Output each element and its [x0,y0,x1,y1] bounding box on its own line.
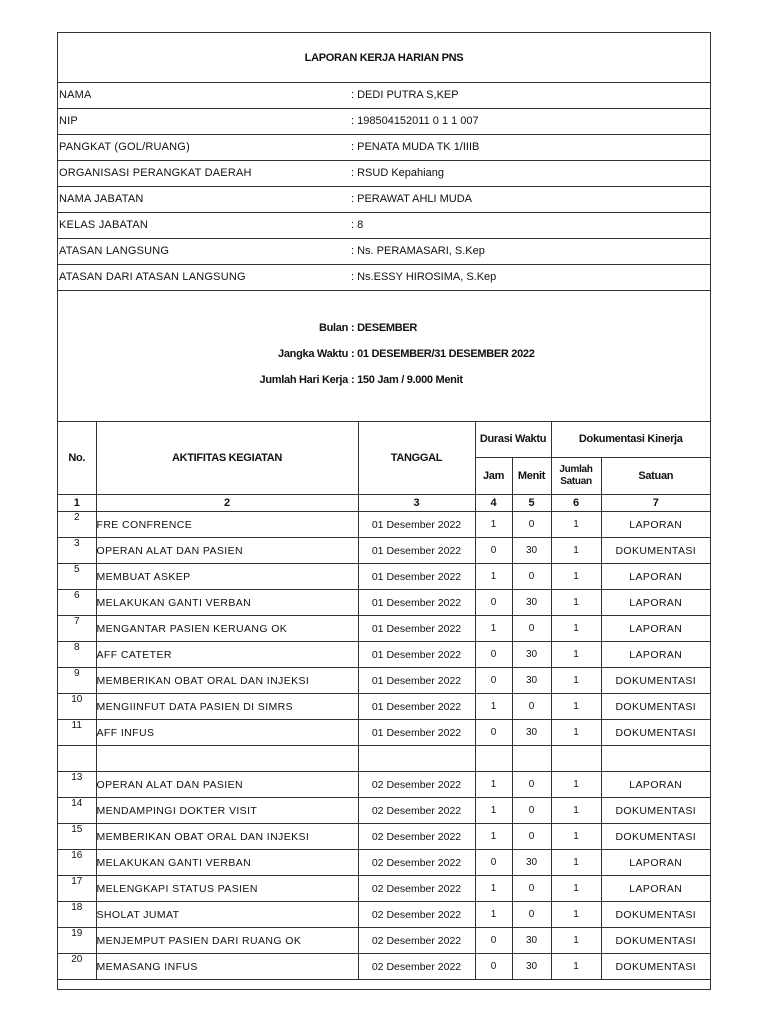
period-section [58,291,710,422]
unit-count-cell: 1 [551,538,601,564]
hours-cell: 1 [475,876,512,902]
hours-cell: 1 [475,824,512,850]
activity-cell: MENJEMPUT PASIEN DARI RUANG OK [96,928,358,954]
unit-cell: DOKUMENTASI [601,798,710,824]
row-number-cell: 14 [58,798,96,824]
unit-cell: DOKUMENTASI [601,954,710,980]
unit-cell: DOKUMENTASI [601,694,710,720]
table-header-row [58,421,710,458]
table-row [58,720,710,746]
date-cell: 02 Desember 2022 [358,928,475,954]
unit-count-cell: 1 [551,668,601,694]
row-number-cell: 2 [58,512,96,538]
table-row [58,902,710,928]
report-sheet [57,32,711,990]
unit-count-cell: 1 [551,720,601,746]
header-satuan: Satuan [601,458,710,495]
info-row [58,161,710,187]
date-cell: 01 Desember 2022 [358,642,475,668]
jangka-waktu-label: Jangka Waktu [278,348,348,360]
hours-cell: 1 [475,902,512,928]
activity-cell: MELAKUKAN GANTI VERBAN [96,590,358,616]
info-label: PANGKAT (GOL/RUANG) [59,141,190,153]
header-menit: Menit [512,458,551,495]
table-row [58,876,710,902]
header-jumlah-satuan: Jumlah Satuan [551,458,601,495]
row-number-cell: 9 [58,668,96,694]
info-value: : Ns. PERAMASARI, S.Kep [351,245,485,257]
minutes-cell: 30 [512,720,551,746]
column-number: 4 [475,495,512,512]
unit-cell: LAPORAN [601,642,710,668]
table-row [58,824,710,850]
hours-cell: 0 [475,590,512,616]
minutes-cell: 0 [512,616,551,642]
row-number-cell: 20 [58,954,96,980]
info-row [58,213,710,239]
date-cell: 01 Desember 2022 [358,668,475,694]
unit-count-cell: 1 [551,798,601,824]
activity-cell: MEMBERIKAN OBAT ORAL DAN INJEKSI [96,824,358,850]
row-number-cell: 3 [58,538,96,564]
column-number: 6 [551,495,601,512]
unit-cell: LAPORAN [601,876,710,902]
info-value: : RSUD Kepahiang [351,167,444,179]
minutes-cell: 30 [512,642,551,668]
activity-cell: AFF INFUS [96,720,358,746]
activity-cell [96,746,358,772]
jangka-waktu-value: : 01 DESEMBER/31 DESEMBER 2022 [351,348,535,360]
unit-cell: LAPORAN [601,512,710,538]
row-number-cell: 6 [58,590,96,616]
header-durasi-waktu: Durasi Waktu [475,421,551,458]
info-label: NIP [59,115,78,127]
hours-cell [475,746,512,772]
unit-count-cell: 1 [551,850,601,876]
date-cell: 01 Desember 2022 [358,564,475,590]
info-row [58,83,710,109]
hours-cell: 0 [475,928,512,954]
info-value: : 198504152011 0 1 1 007 [351,115,479,127]
hours-cell: 0 [475,642,512,668]
column-number: 1 [58,495,96,512]
minutes-cell: 0 [512,694,551,720]
info-value: : PENATA MUDA TK 1/IIIB [351,141,480,153]
unit-cell: DOKUMENTASI [601,720,710,746]
activity-table [58,421,710,980]
table-row [58,798,710,824]
activity-cell: MELENGKAPI STATUS PASIEN [96,876,358,902]
unit-cell: LAPORAN [601,564,710,590]
column-number-row [58,495,710,512]
row-number-cell: 18 [58,902,96,928]
hours-cell: 1 [475,772,512,798]
minutes-cell: 30 [512,590,551,616]
activity-cell: AFF CATETER [96,642,358,668]
unit-count-cell: 1 [551,642,601,668]
bulan-label: Bulan [318,322,348,334]
hours-cell: 0 [475,538,512,564]
info-row [58,135,710,161]
table-row [58,694,710,720]
unit-count-cell: 1 [551,694,601,720]
table-row [58,928,710,954]
date-cell: 02 Desember 2022 [358,824,475,850]
unit-count-cell: 1 [551,954,601,980]
info-label: ATASAN DARI ATASAN LANGSUNG [59,271,246,283]
activity-cell: MEMBERIKAN OBAT ORAL DAN INJEKSI [96,668,358,694]
minutes-cell: 30 [512,954,551,980]
table-row [58,772,710,798]
minutes-cell: 30 [512,668,551,694]
unit-cell: DOKUMENTASI [601,928,710,954]
date-cell: 01 Desember 2022 [358,590,475,616]
jumlah-hari-kerja-value: : 150 Jam / 9.000 Menit [351,374,463,386]
table-row [58,564,710,590]
header-jam: Jam [475,458,512,495]
jumlah-hari-kerja-label: Jumlah Hari Kerja [259,374,348,386]
date-cell: 02 Desember 2022 [358,902,475,928]
hours-cell: 0 [475,668,512,694]
unit-count-cell: 1 [551,876,601,902]
row-number-cell: 13 [58,772,96,798]
info-label: ATASAN LANGSUNG [59,245,170,257]
minutes-cell: 30 [512,928,551,954]
unit-count-cell: 1 [551,824,601,850]
table-row [58,668,710,694]
header-no: No. [58,421,96,495]
info-value: : PERAWAT AHLI MUDA [351,193,473,205]
hours-cell: 1 [475,512,512,538]
info-row [58,239,710,265]
info-row [58,265,710,291]
row-number-cell: 15 [58,824,96,850]
row-number-cell: 8 [58,642,96,668]
info-row [58,109,710,135]
table-row [58,954,710,980]
table-row [58,590,710,616]
info-value: : Ns.ESSY HIROSIMA, S.Kep [351,271,497,283]
date-cell: 02 Desember 2022 [358,772,475,798]
date-cell: 01 Desember 2022 [358,694,475,720]
unit-cell: DOKUMENTASI [601,668,710,694]
unit-count-cell: 1 [551,772,601,798]
date-cell: 01 Desember 2022 [358,720,475,746]
row-number-cell: 17 [58,876,96,902]
activity-cell: MEMBUAT ASKEP [96,564,358,590]
activity-cell: MENDAMPINGI DOKTER VISIT [96,798,358,824]
unit-cell: LAPORAN [601,590,710,616]
hours-cell: 1 [475,616,512,642]
date-cell [358,746,475,772]
activity-cell: MENGIINFUT DATA PASIEN DI SIMRS [96,694,358,720]
row-number-cell [58,746,96,772]
date-cell: 01 Desember 2022 [358,512,475,538]
hours-cell: 0 [475,720,512,746]
info-label: NAMA [59,89,92,101]
activity-cell: OPERAN ALAT DAN PASIEN [96,538,358,564]
column-number: 3 [358,495,475,512]
unit-count-cell: 1 [551,564,601,590]
column-number: 5 [512,495,551,512]
activity-cell: MENGANTAR PASIEN KERUANG OK [96,616,358,642]
table-row [58,538,710,564]
row-number-cell: 5 [58,564,96,590]
minutes-cell: 0 [512,772,551,798]
unit-cell: LAPORAN [601,850,710,876]
info-label: KELAS JABATAN [59,219,148,231]
activity-cell: MELAKUKAN GANTI VERBAN [96,850,358,876]
minutes-cell: 0 [512,798,551,824]
report-title: LAPORAN KERJA HARIAN PNS [58,33,710,83]
unit-cell: DOKUMENTASI [601,538,710,564]
unit-cell: DOKUMENTASI [601,824,710,850]
date-cell: 01 Desember 2022 [358,616,475,642]
column-number: 2 [96,495,358,512]
row-number-cell: 10 [58,694,96,720]
info-row [58,187,710,213]
minutes-cell: 30 [512,850,551,876]
row-number-cell: 7 [58,616,96,642]
date-cell: 02 Desember 2022 [358,850,475,876]
minutes-cell: 0 [512,564,551,590]
date-cell: 02 Desember 2022 [358,954,475,980]
unit-count-cell [551,746,601,772]
table-row [58,746,710,772]
header-dokumentasi-kinerja: Dokumentasi Kinerja [551,421,710,458]
info-value: : 8 [351,219,364,231]
info-value: : DEDI PUTRA S,KEP [351,89,459,101]
header-tanggal: TANGGAL [358,421,475,495]
hours-cell: 1 [475,798,512,824]
table-row [58,850,710,876]
hours-cell: 1 [475,694,512,720]
date-cell: 02 Desember 2022 [358,876,475,902]
date-cell: 02 Desember 2022 [358,798,475,824]
activity-cell: MEMASANG INFUS [96,954,358,980]
unit-count-cell: 1 [551,616,601,642]
table-row [58,642,710,668]
date-cell: 01 Desember 2022 [358,538,475,564]
row-number-cell: 11 [58,720,96,746]
unit-count-cell: 1 [551,902,601,928]
table-row [58,616,710,642]
table-row [58,512,710,538]
hours-cell: 1 [475,564,512,590]
activity-cell: FRE CONFRENCE [96,512,358,538]
minutes-cell: 30 [512,538,551,564]
hours-cell: 0 [475,954,512,980]
info-label: ORGANISASI PERANGKAT DAERAH [59,167,252,179]
unit-cell [601,746,710,772]
row-number-cell: 19 [58,928,96,954]
minutes-cell: 0 [512,876,551,902]
unit-cell: DOKUMENTASI [601,902,710,928]
hours-cell: 0 [475,850,512,876]
unit-cell: LAPORAN [601,772,710,798]
unit-count-cell: 1 [551,928,601,954]
minutes-cell [512,746,551,772]
unit-count-cell: 1 [551,590,601,616]
unit-count-cell: 1 [551,512,601,538]
minutes-cell: 0 [512,902,551,928]
row-number-cell: 16 [58,850,96,876]
activity-cell: SHOLAT JUMAT [96,902,358,928]
header-aktifitas: AKTIFITAS KEGIATAN [96,421,358,495]
info-label: NAMA JABATAN [59,193,144,205]
minutes-cell: 0 [512,512,551,538]
minutes-cell: 0 [512,824,551,850]
column-number: 7 [601,495,710,512]
activity-cell: OPERAN ALAT DAN PASIEN [96,772,358,798]
bulan-value: : DESEMBER [351,322,418,334]
unit-cell: LAPORAN [601,616,710,642]
